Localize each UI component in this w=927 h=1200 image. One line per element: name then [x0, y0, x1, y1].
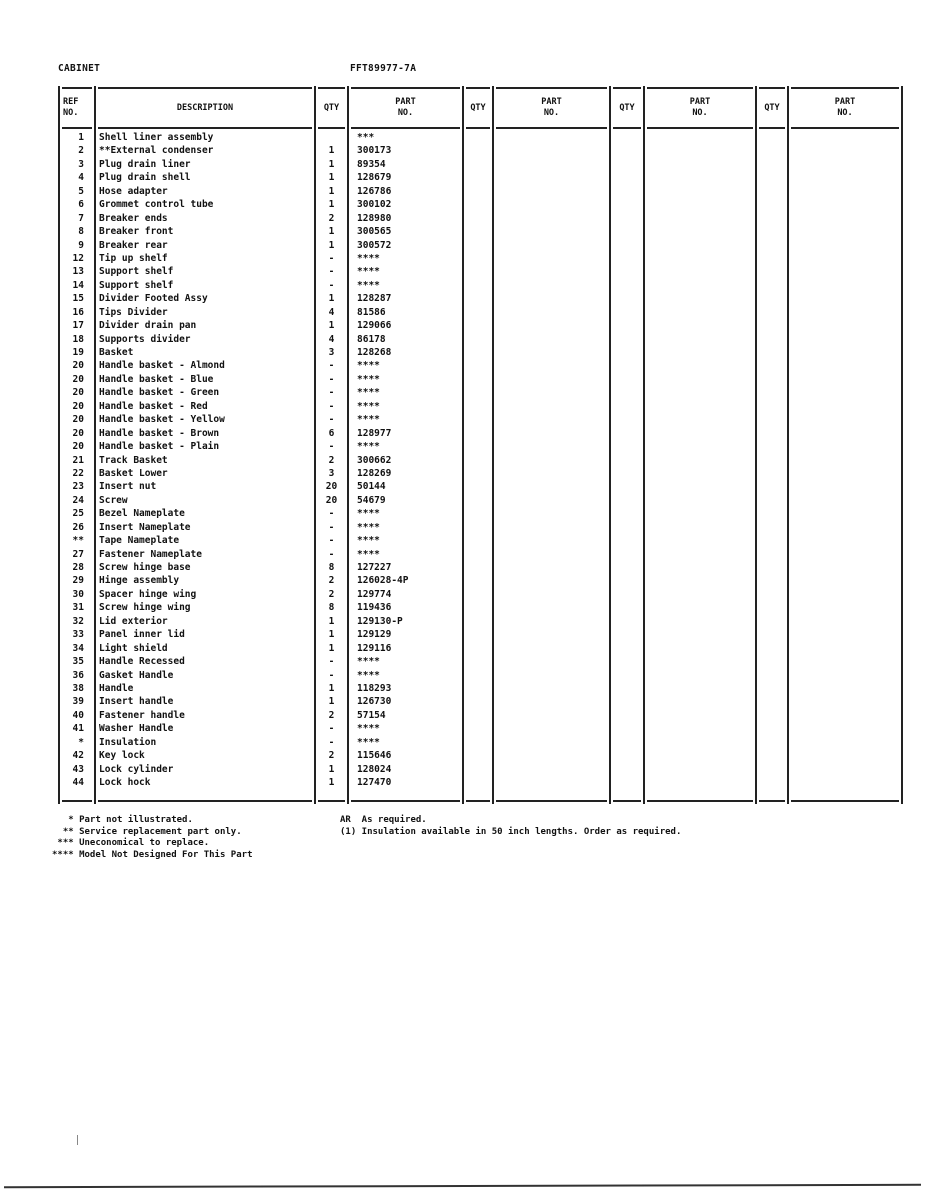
table-row-ref: 20 — [72, 360, 84, 372]
table-row-part: **** — [357, 669, 380, 681]
table-row-ref: 30 — [72, 588, 84, 600]
table-row-part: **** — [357, 736, 380, 748]
table-row-ref: 3 — [78, 158, 84, 170]
table-row-part: **** — [357, 548, 380, 560]
table-row-part: **** — [357, 266, 380, 278]
table-row-ref: 16 — [72, 306, 84, 318]
table-row-description: Insulation — [99, 736, 157, 748]
table-row-part: 129066 — [357, 320, 392, 332]
table-row-description: Handle basket - Yellow — [99, 414, 225, 426]
table-row-ref: * — [78, 736, 84, 748]
table-row-description: Washer Handle — [99, 723, 174, 735]
table-row-part: **** — [357, 535, 380, 547]
table-row-description: Tape Nameplate — [99, 535, 180, 547]
table-row-qty: - — [328, 656, 335, 668]
table-row-qty: 1 — [328, 185, 335, 197]
table-row-ref: 9 — [78, 239, 84, 251]
table-row-ref: 35 — [72, 656, 84, 668]
table-row-part: *** — [357, 132, 375, 143]
part-header-line1: PART — [689, 97, 711, 107]
table-row-qty: 20 — [325, 481, 338, 493]
table-row-description: Light shield — [99, 642, 168, 654]
table-row-description: Divider Footed Assy — [99, 293, 208, 305]
table-row-part: 128024 — [357, 763, 392, 775]
table-row-part: **** — [357, 414, 380, 426]
table-row-part: 129129 — [357, 629, 392, 641]
table-row-ref: 38 — [72, 682, 84, 694]
part-header-line1: PART — [834, 97, 856, 107]
part-header-line2: NO. — [837, 108, 853, 118]
table-row-ref: 1 — [78, 132, 84, 143]
table-row-qty: - — [328, 414, 335, 426]
table-row-part: **** — [357, 521, 380, 533]
description-header-label: DESCRIPTION — [176, 102, 234, 113]
table-row-ref: 33 — [72, 629, 84, 641]
table-row-qty: - — [328, 535, 335, 547]
table-row-qty: 20 — [325, 494, 338, 506]
table-row-qty: 1 — [328, 293, 335, 305]
table-row-ref: 7 — [78, 212, 84, 224]
qty-header-1 — [316, 91, 347, 125]
table-row-description: Supports divider — [99, 333, 191, 345]
table-row-part: 128679 — [357, 172, 392, 184]
table-row-part: **** — [357, 279, 380, 291]
table-row-ref: 42 — [72, 750, 84, 762]
table-row-ref: 4 — [78, 172, 84, 184]
table-row-qty: 1 — [328, 158, 335, 170]
table-row-ref: 39 — [72, 696, 84, 708]
table-row-description: Basket Lower — [99, 467, 168, 479]
table-row-ref: 5 — [78, 185, 84, 197]
table-row-part: **** — [357, 508, 380, 520]
table-row-description: Fastener handle — [99, 709, 185, 721]
table-row-part: 50144 — [357, 481, 386, 493]
table-row-ref: 15 — [72, 293, 84, 305]
table-row-description: Lid exterior — [99, 615, 168, 627]
table-row-qty: 6 — [328, 427, 335, 439]
table-row-qty: 4 — [328, 333, 335, 345]
table-row-part: 300662 — [357, 454, 392, 466]
footnote-line: **** Model Not Designed For This Part — [52, 849, 253, 860]
part-column-2 — [492, 86, 609, 804]
qty-header-4 — [757, 91, 787, 125]
table-row-part: 300572 — [357, 239, 392, 251]
table-row-description: Support shelf — [99, 279, 174, 291]
table-row-description: Handle basket - Blue — [99, 373, 214, 385]
table-row-description: Insert Nameplate — [99, 521, 191, 533]
table-row-ref: 23 — [72, 481, 84, 493]
part-header-line2: NO. — [692, 108, 708, 118]
ref-header-line1: REF — [63, 97, 79, 107]
footer-rule — [4, 1184, 921, 1188]
footnote-line: *** Uneconomical to replace. — [52, 838, 210, 848]
part-header-line1: PART — [541, 97, 562, 107]
table-row-ref: 19 — [72, 347, 84, 358]
footnotes-left — [52, 815, 252, 861]
table-row-ref: 22 — [72, 467, 84, 479]
table-row-part: 128287 — [357, 293, 392, 305]
table-row-part: **** — [357, 441, 380, 453]
table-row-description: Plug drain shell — [99, 172, 191, 184]
table-row-description: Tip up shelf — [99, 252, 168, 264]
parts-table — [58, 86, 903, 804]
part-column-1 — [347, 86, 462, 804]
part-header-3 — [645, 91, 755, 125]
part-header-4 — [789, 91, 901, 125]
table-row-qty: 2 — [328, 454, 335, 466]
table-row-description: Divider drain pan — [99, 320, 197, 332]
table-row-qty: 1 — [328, 145, 335, 157]
ref-column — [58, 86, 94, 804]
table-row-ref: 20 — [72, 427, 84, 439]
table-row-description: Breaker ends — [99, 212, 168, 224]
table-row-qty: - — [328, 441, 335, 453]
table-row-qty: 1 — [328, 226, 335, 238]
footnote-line: * Part not illustrated. — [52, 815, 193, 825]
table-row-qty: 1 — [328, 696, 335, 708]
table-row-part: 127227 — [357, 562, 392, 573]
table-row-qty — [316, 131, 347, 144]
table-row-qty: 1 — [328, 615, 335, 627]
table-row-part: 300173 — [357, 145, 392, 157]
table-row-ref: 13 — [72, 266, 84, 278]
qty-header-2 — [464, 91, 492, 125]
table-row-ref: 24 — [72, 494, 84, 506]
table-row-qty: 2 — [328, 212, 335, 224]
table-row-part: **** — [357, 360, 380, 372]
table-row-description: Fastener Nameplate — [99, 548, 202, 560]
table-row-ref: ** — [72, 535, 84, 547]
table-row-description: Tips Divider — [99, 306, 168, 318]
table-row-qty: 1 — [328, 239, 335, 251]
table-row-qty: 1 — [328, 763, 335, 775]
table-row-part: **** — [357, 400, 380, 412]
table-row-qty: - — [328, 736, 335, 748]
table-row-part: 118293 — [357, 682, 392, 694]
table-row-ref: 43 — [72, 763, 84, 775]
table-row-qty: 2 — [328, 750, 335, 762]
table-row-qty: - — [328, 723, 335, 735]
table-row-ref: 2 — [78, 145, 84, 157]
table-row-part: 129116 — [357, 642, 392, 654]
table-row-description: **External condenser — [99, 145, 214, 157]
table-row-description: Plug drain liner — [99, 158, 191, 170]
table-row-ref: 17 — [72, 320, 84, 332]
table-row-description: Handle basket - Red — [99, 400, 208, 412]
table-row-part: 128980 — [357, 212, 392, 224]
table-row-ref: 18 — [72, 333, 84, 345]
table-row-ref: 32 — [72, 615, 84, 627]
table-row-qty: 3 — [328, 347, 335, 358]
table-row-qty: 1 — [328, 642, 335, 654]
table-row-qty: 4 — [328, 306, 335, 318]
description-header — [96, 91, 314, 125]
footnote-line: (1) Insulation available in 50 inch lengths. Order as required. — [340, 826, 682, 837]
table-row-ref: 29 — [72, 575, 84, 587]
table-row-qty: 1 — [328, 682, 335, 694]
table-row-ref: 28 — [72, 562, 84, 573]
table-row-part: 119436 — [357, 602, 392, 614]
table-row-description: Key lock — [99, 750, 145, 762]
table-row-description: Hose adapter — [99, 185, 168, 197]
table-row-part: 81586 — [357, 306, 386, 318]
table-row-ref: 8 — [78, 226, 84, 238]
table-row-ref: 12 — [72, 252, 84, 264]
qty-column-4 — [755, 86, 787, 804]
table-row-description: Grommet control tube — [99, 199, 214, 211]
table-row-ref: 40 — [72, 709, 84, 721]
page-mark — [77, 1135, 78, 1145]
part-header-line2: NO. — [397, 108, 414, 118]
table-row-part: 128977 — [357, 427, 392, 439]
table-row-part: **** — [357, 252, 380, 264]
table-row-part: 89354 — [357, 158, 386, 170]
table-row-ref: 44 — [72, 777, 84, 788]
table-row-ref: 26 — [72, 521, 84, 533]
table-row-part: 128268 — [357, 347, 392, 358]
footnote-line: ** Service replacement part only. — [52, 826, 242, 837]
qty-column-3 — [609, 86, 643, 804]
footnote-line: AR As required. — [340, 815, 427, 825]
part-header-2 — [494, 91, 609, 125]
table-row-qty: - — [328, 360, 335, 372]
table-row-description: Handle — [99, 682, 134, 694]
table-row-qty: - — [328, 669, 335, 681]
table-row-part: **** — [357, 373, 380, 385]
table-row-qty: 8 — [328, 602, 335, 614]
description-column — [94, 86, 314, 804]
table-row-qty: 2 — [328, 575, 335, 587]
table-row-part: 300565 — [357, 226, 392, 238]
table-row-description: Breaker rear — [99, 239, 168, 251]
table-row-description: Spacer hinge wing — [99, 588, 197, 600]
table-row-description: Handle basket - Green — [99, 387, 220, 399]
table-row-description: Shell liner assembly — [99, 132, 214, 143]
table-row-ref: 36 — [72, 669, 84, 681]
part-column-3 — [643, 86, 755, 804]
table-row-description: Panel inner lid — [99, 629, 185, 641]
table-row-description: Screw hinge base — [99, 562, 191, 573]
table-row-qty: 3 — [328, 467, 335, 479]
table-row-qty: - — [328, 387, 335, 399]
table-row-part: 126786 — [357, 185, 392, 197]
section-title: CABINET — [58, 63, 101, 74]
table-row-qty: - — [328, 279, 335, 291]
table-row-qty: 2 — [328, 588, 335, 600]
table-row-ref: 31 — [72, 602, 84, 614]
table-row-description: Insert handle — [99, 696, 174, 708]
qty-column-1 — [314, 86, 347, 804]
part-header-line2: NO. — [543, 108, 560, 118]
table-row-part: 129774 — [357, 588, 392, 600]
ref-header-line2: NO. — [63, 108, 79, 118]
table-row-description: Breaker front — [99, 226, 174, 238]
model-number: FFT89977-7A — [350, 63, 417, 74]
table-row-part: **** — [357, 723, 380, 735]
table-row-qty: 1 — [328, 172, 335, 184]
table-row-ref: 27 — [72, 548, 84, 560]
table-row-part: 86178 — [357, 333, 386, 345]
table-row-ref: 20 — [72, 414, 84, 426]
ref-header — [60, 91, 94, 125]
table-row-description: Track Basket — [99, 454, 168, 466]
table-row-part: 57154 — [357, 709, 386, 721]
table-row-qty: - — [328, 508, 335, 520]
table-row-description: Handle Recessed — [99, 656, 185, 668]
table-row-qty: 8 — [328, 562, 335, 573]
table-row-description: Lock hock — [99, 777, 151, 788]
table-row-description: Bezel Nameplate — [99, 508, 185, 520]
footnotes-right — [340, 815, 681, 838]
table-row-ref: 34 — [72, 642, 84, 654]
qty-header-label: QTY — [323, 102, 340, 113]
table-row-part: 300102 — [357, 199, 392, 211]
table-row-part: **** — [357, 387, 380, 399]
table-row-description: Lock cylinder — [99, 763, 174, 775]
table-row-ref: 20 — [72, 441, 84, 453]
table-row-ref: 25 — [72, 508, 84, 520]
table-row-ref: 20 — [72, 400, 84, 412]
table-row-ref: 6 — [78, 199, 84, 211]
table-row-qty: 1 — [328, 320, 335, 332]
table-row-description: Basket — [99, 347, 134, 358]
table-row-ref: 41 — [72, 723, 84, 735]
table-row-description: Hinge assembly — [99, 575, 180, 587]
qty-column-2 — [462, 86, 492, 804]
table-row-qty: - — [328, 266, 335, 278]
table-row-qty: 1 — [328, 777, 335, 788]
table-row-description: Handle basket - Plain — [99, 441, 220, 453]
table-row-qty: - — [328, 548, 335, 560]
table-row-qty: - — [328, 373, 335, 385]
table-row-ref: 21 — [72, 454, 84, 466]
qty-header-3 — [611, 91, 643, 125]
table-row-description: Support shelf — [99, 266, 174, 278]
table-row-ref: 20 — [72, 387, 84, 399]
table-row-part: 115646 — [357, 750, 392, 762]
table-row-description: Screw — [99, 494, 128, 506]
table-row-description: Gasket Handle — [99, 669, 174, 681]
table-row-part: **** — [357, 656, 380, 668]
table-row-qty: - — [328, 252, 335, 264]
qty-header-label: QTY — [619, 102, 635, 113]
qty-header-label: QTY — [764, 102, 780, 113]
table-row-qty: - — [328, 521, 335, 533]
table-row-description: Screw hinge wing — [99, 602, 191, 614]
table-row-part: 126028-4P — [357, 575, 409, 587]
table-row-part: 127470 — [357, 777, 392, 788]
qty-header-label: QTY — [470, 102, 486, 113]
table-row-qty: - — [328, 400, 335, 412]
table-row-qty: 1 — [328, 199, 335, 211]
table-row-part: 129130-P — [357, 615, 403, 627]
table-row-part: 54679 — [357, 494, 386, 506]
part-header-line1: PART — [395, 97, 416, 107]
table-row-ref: 20 — [72, 373, 84, 385]
part-header-1 — [349, 91, 462, 125]
table-row-part: 126730 — [357, 696, 392, 708]
table-row-part: 128269 — [357, 467, 392, 479]
table-row-description: Handle basket - Almond — [99, 360, 225, 372]
table-row-qty: 2 — [328, 709, 335, 721]
table-row-description: Handle basket - Brown — [99, 427, 220, 439]
table-row-description: Insert nut — [99, 481, 157, 493]
table-row-qty: 1 — [328, 629, 335, 641]
table-row-ref: 14 — [72, 279, 84, 291]
part-column-4 — [787, 86, 903, 804]
